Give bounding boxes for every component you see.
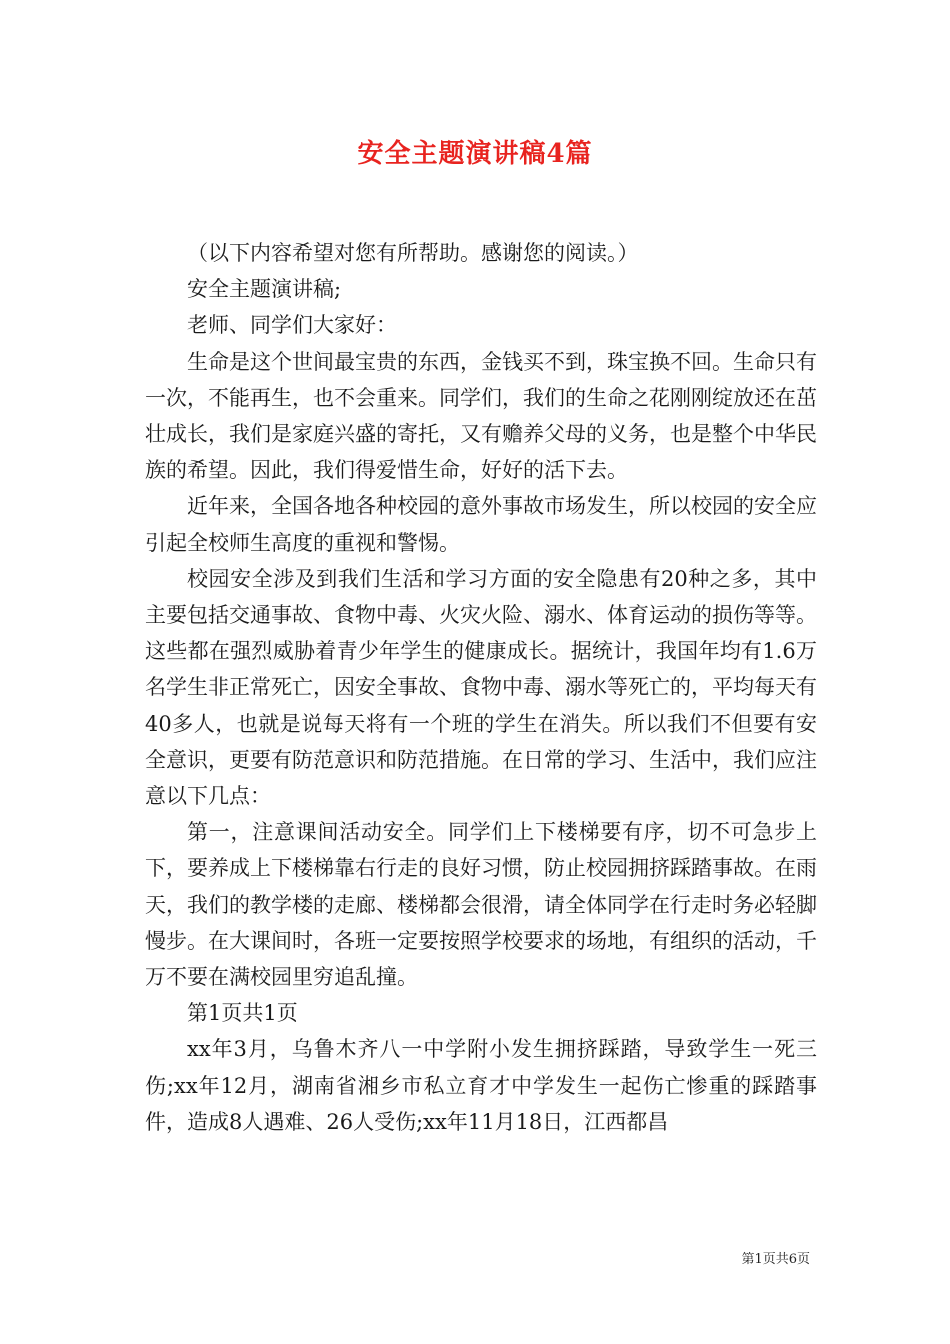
document-body <box>145 235 817 1140</box>
paragraph: 老师、同学们大家好： <box>187 313 397 338</box>
page-number-footer: 第1页共6页 <box>741 1252 810 1267</box>
paragraph: 安全主题演讲稿; <box>187 277 342 302</box>
inline-page-marker: 第1页共1页 <box>187 1001 298 1026</box>
paragraph: （以下内容希望对您有所帮助。感谢您的阅读。） <box>187 241 639 265</box>
page-title: 安全主题演讲稿4篇 <box>357 139 593 169</box>
paragraph: 生命是这个世间最宝贵的东西，金钱买不到，珠宝换不回。生命只有一次，不能再生，也不会重来。同学们，我们的生命之花刚刚绽放还在茁壮成长，我们是家庭兴盛的寄托，又有赡养父母的义务，也是整个中华民族的希望。因此，我们得爱惜生命，好好的活下去。 <box>145 349 817 483</box>
paragraph: xx年3月，乌鲁木齐八一中学附小发生拥挤踩踏，导致学生一死三伤;xx年12月，湖南省湘乡市私立育才中学发生一起伤亡惨重的踩踏事件，造成8人遇难、26人受伤;xx年11月18日，江西都昌 <box>145 1037 817 1134</box>
paragraph: 近年来，全国各地各种校园的意外事故市场发生，所以校园的安全应引起全校师生高度的重视和警惕。 <box>145 494 817 555</box>
paragraph: 第一，注意课间活动安全。同学们上下楼梯要有序，切不可急步上下，要养成上下楼梯靠右行走的良好习惯，防止校园拥挤踩踏事故。在雨天，我们的教学楼的走廊、楼梯都会很滑，请全体同学在行走时务必轻脚慢步。在大课间时，各班一定要按照学校要求的场地，有组织的活动，千万不要在满校园里穷追乱撞。 <box>145 820 817 990</box>
paragraph: 校园安全涉及到我们生活和学习方面的安全隐患有20种之多，其中主要包括交通事故、食物中毒、火灾火险、溺水、体育运动的损伤等等。这些都在强烈威胁着青少年学生的健康成长。据统计，我国年均有1.6万名学生非正常死亡，因安全事故、食物中毒、溺水等死亡的，平均每天有40多人，也就是说每天将有一个班的学生在消失。所以我们不但要有安全意识，更要有防范意识和防范措施。在日常的学习、生活中，我们应注意以下几点： <box>145 566 817 809</box>
